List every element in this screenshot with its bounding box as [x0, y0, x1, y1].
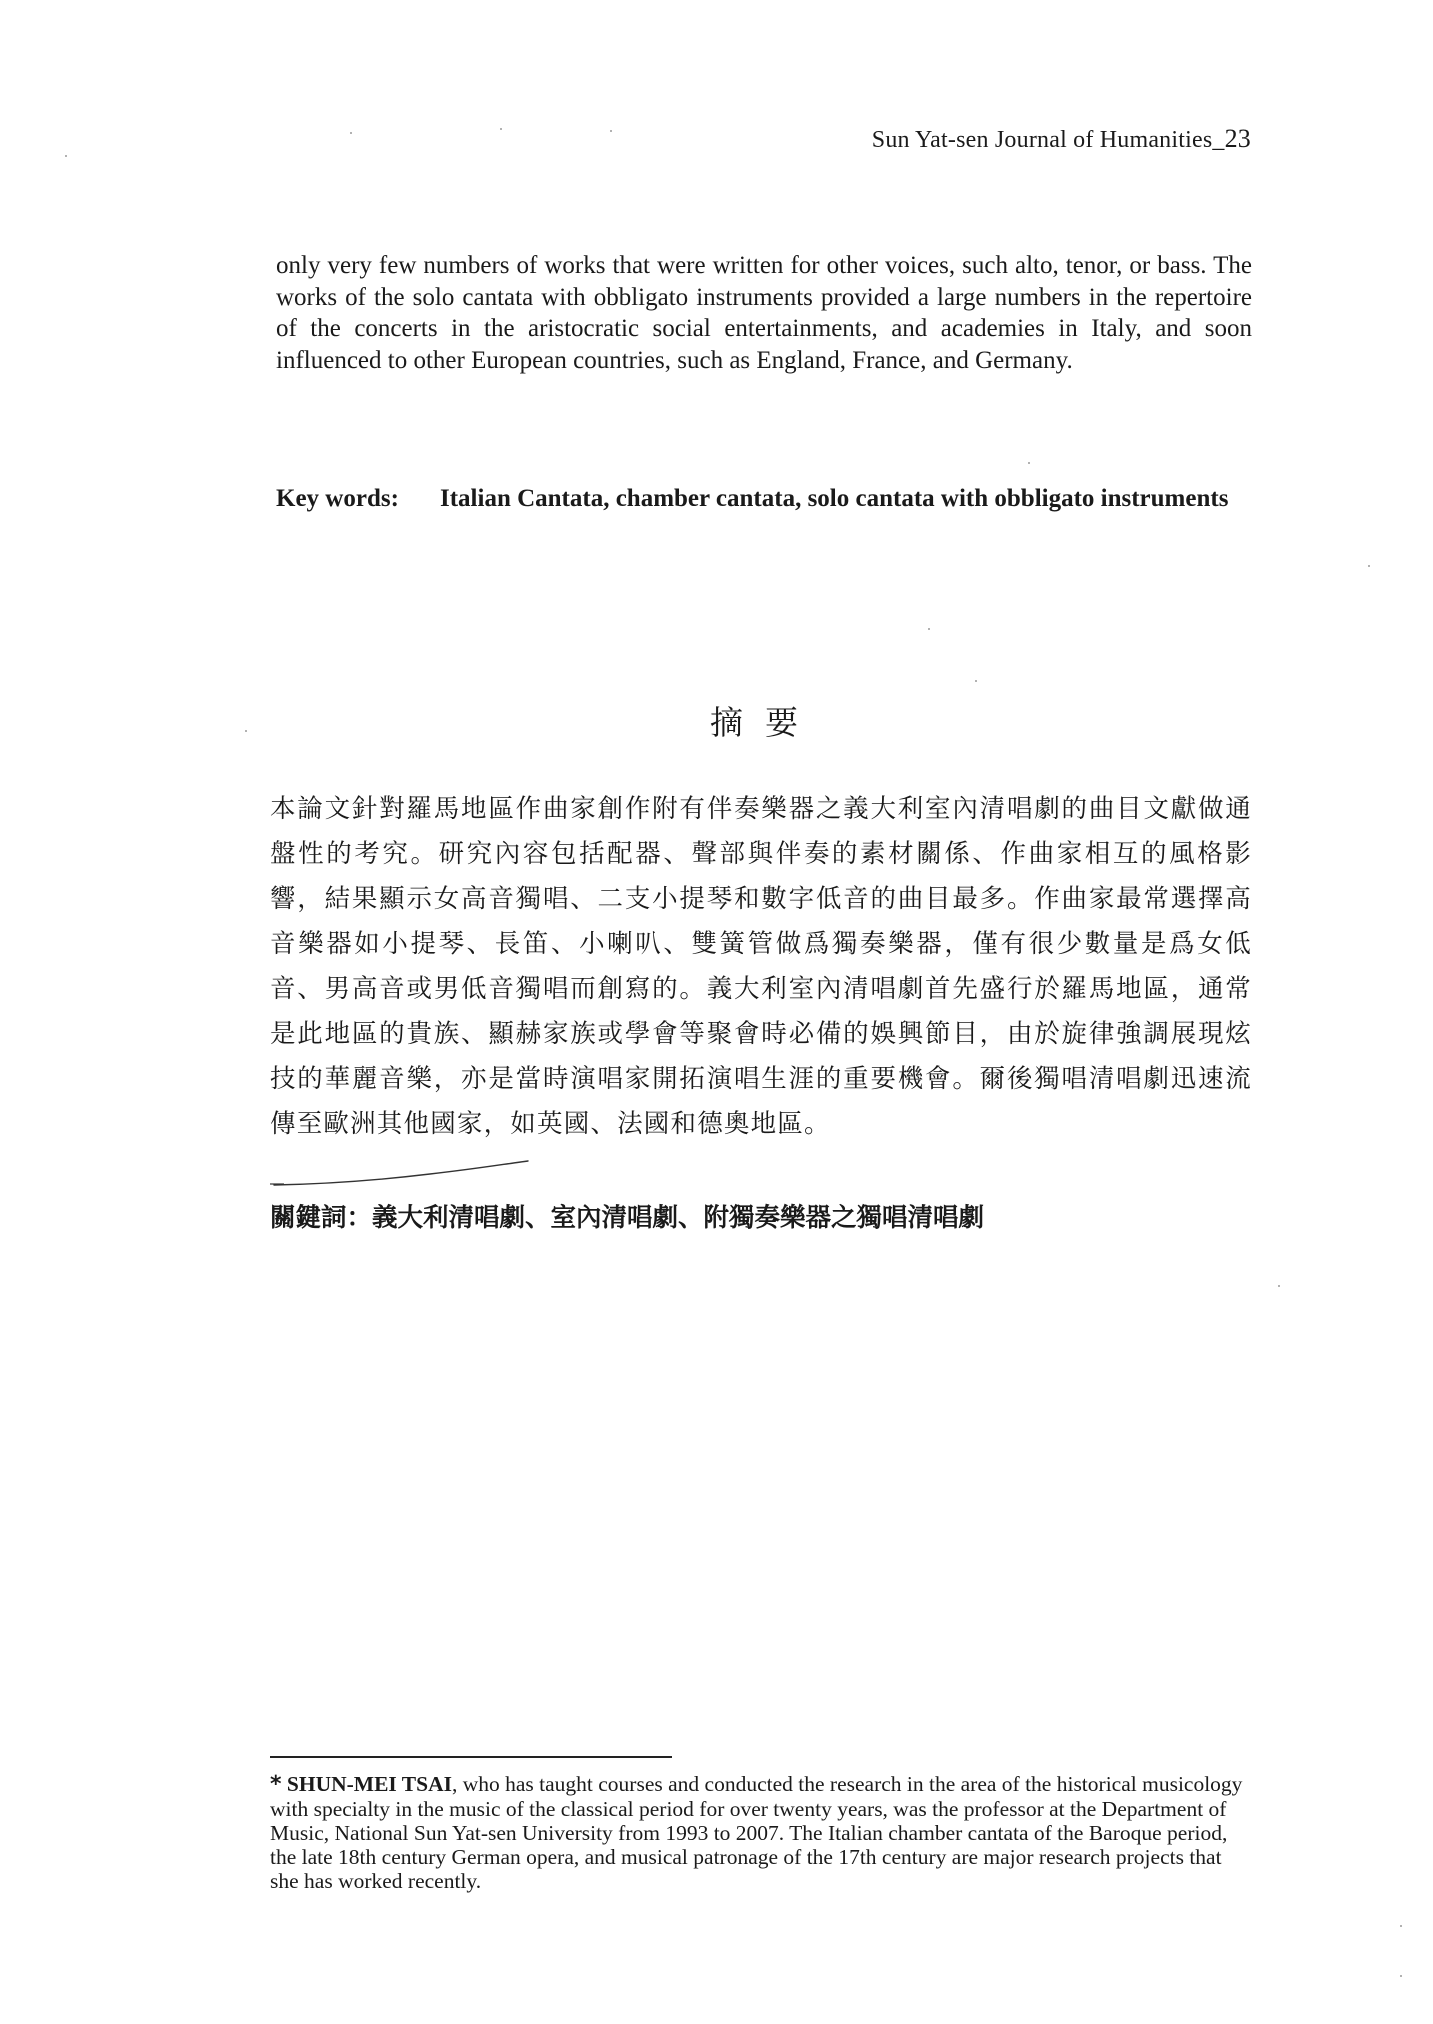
scan-speck: [1400, 1975, 1402, 1977]
footnote-author-name: SHUN-MEI TSAI: [286, 1772, 452, 1796]
chinese-keywords-label: 關鍵詞：: [270, 1203, 373, 1233]
page-number: 23: [1224, 124, 1251, 153]
english-abstract-continuation: only very few numbers of works that were written for other voices, such alto, tenor, or bass. The works of the solo cantata with obbligato instruments provided a large numbers in the repertoire of the concerts in the aristocratic social entertainments, and academies in Italy, and soon influenced to other European countries, such as England, France, and Germany.: [276, 252, 1252, 374]
journal-title: Sun Yat-sen Journal of Humanities_: [871, 127, 1225, 153]
footnote-rule: [270, 1756, 672, 1758]
scan-speck: [1400, 1925, 1402, 1927]
english-keywords: [276, 482, 1252, 515]
english-keywords-label: Key words:: [276, 485, 399, 512]
author-footnote: [270, 1772, 1244, 1893]
footnote-marker: *: [270, 1772, 282, 1797]
scan-speck: [975, 680, 977, 682]
scan-speck: [1028, 462, 1030, 464]
scan-speck: [1278, 1285, 1280, 1287]
chinese-keywords: [270, 1198, 1252, 1238]
chinese-abstract: 本論文針對羅馬地區作曲家創作附有伴奏樂器之義大利室內清唱劇的曲目文獻做通盤性的考究。研究內容包括配器、聲部與伴奏的素材關係、作曲家相互的風格影響，結果顯示女高音獨唱、二支小提琴和數字低音的曲目最多。作曲家最常選擇高音樂器如小提琴、長笛、小喇叭、雙簧管做爲獨奏樂器，僅有很少數量是爲女低音、男高音或男低音獨唱而創寫的。義大利室內清唱劇首先盛行於羅馬地區，通常是此地區的貴族、顯赫家族或學會等聚會時必備的娛興節目，由於旋律強調展現炫技的華麗音樂，亦是當時演唱家開拓演唱生涯的重要機會。爾後獨唱清唱劇迅速流傳至歐洲其他國家，如英國、法國和德奧地區。: [270, 794, 1252, 1139]
scan-speck: [245, 730, 247, 732]
english-keywords-value: Italian Cantata, chamber cantata, solo cantata with obbligato instruments: [440, 485, 1229, 512]
chinese-keywords-value: 義大利清唱劇、室內清唱劇、附獨奏樂器之獨唱清唱劇: [372, 1203, 985, 1233]
running-header: [872, 124, 1251, 154]
scan-speck: [500, 128, 502, 130]
scan-speck: [1368, 565, 1370, 567]
handwritten-pen-stroke: [270, 1158, 630, 1188]
scan-speck: [65, 155, 67, 157]
scan-speck: [350, 132, 352, 134]
scan-speck: [610, 130, 612, 132]
scan-speck: [928, 628, 930, 630]
chinese-abstract-heading: 摘要: [710, 703, 820, 742]
footnote-text: , who has taught courses and conducted the research in the area of the historical musicology with specialty in the music of the classical period for over twenty years, was the professor at the Department of Music, National Sun Yat-sen University from 1993 to 2007. The Italian chamber cantata of the Baroque period, the late 18th century German opera, and musical patronage of the 17th century are major research projects that she has worked recently.: [270, 1772, 1243, 1893]
